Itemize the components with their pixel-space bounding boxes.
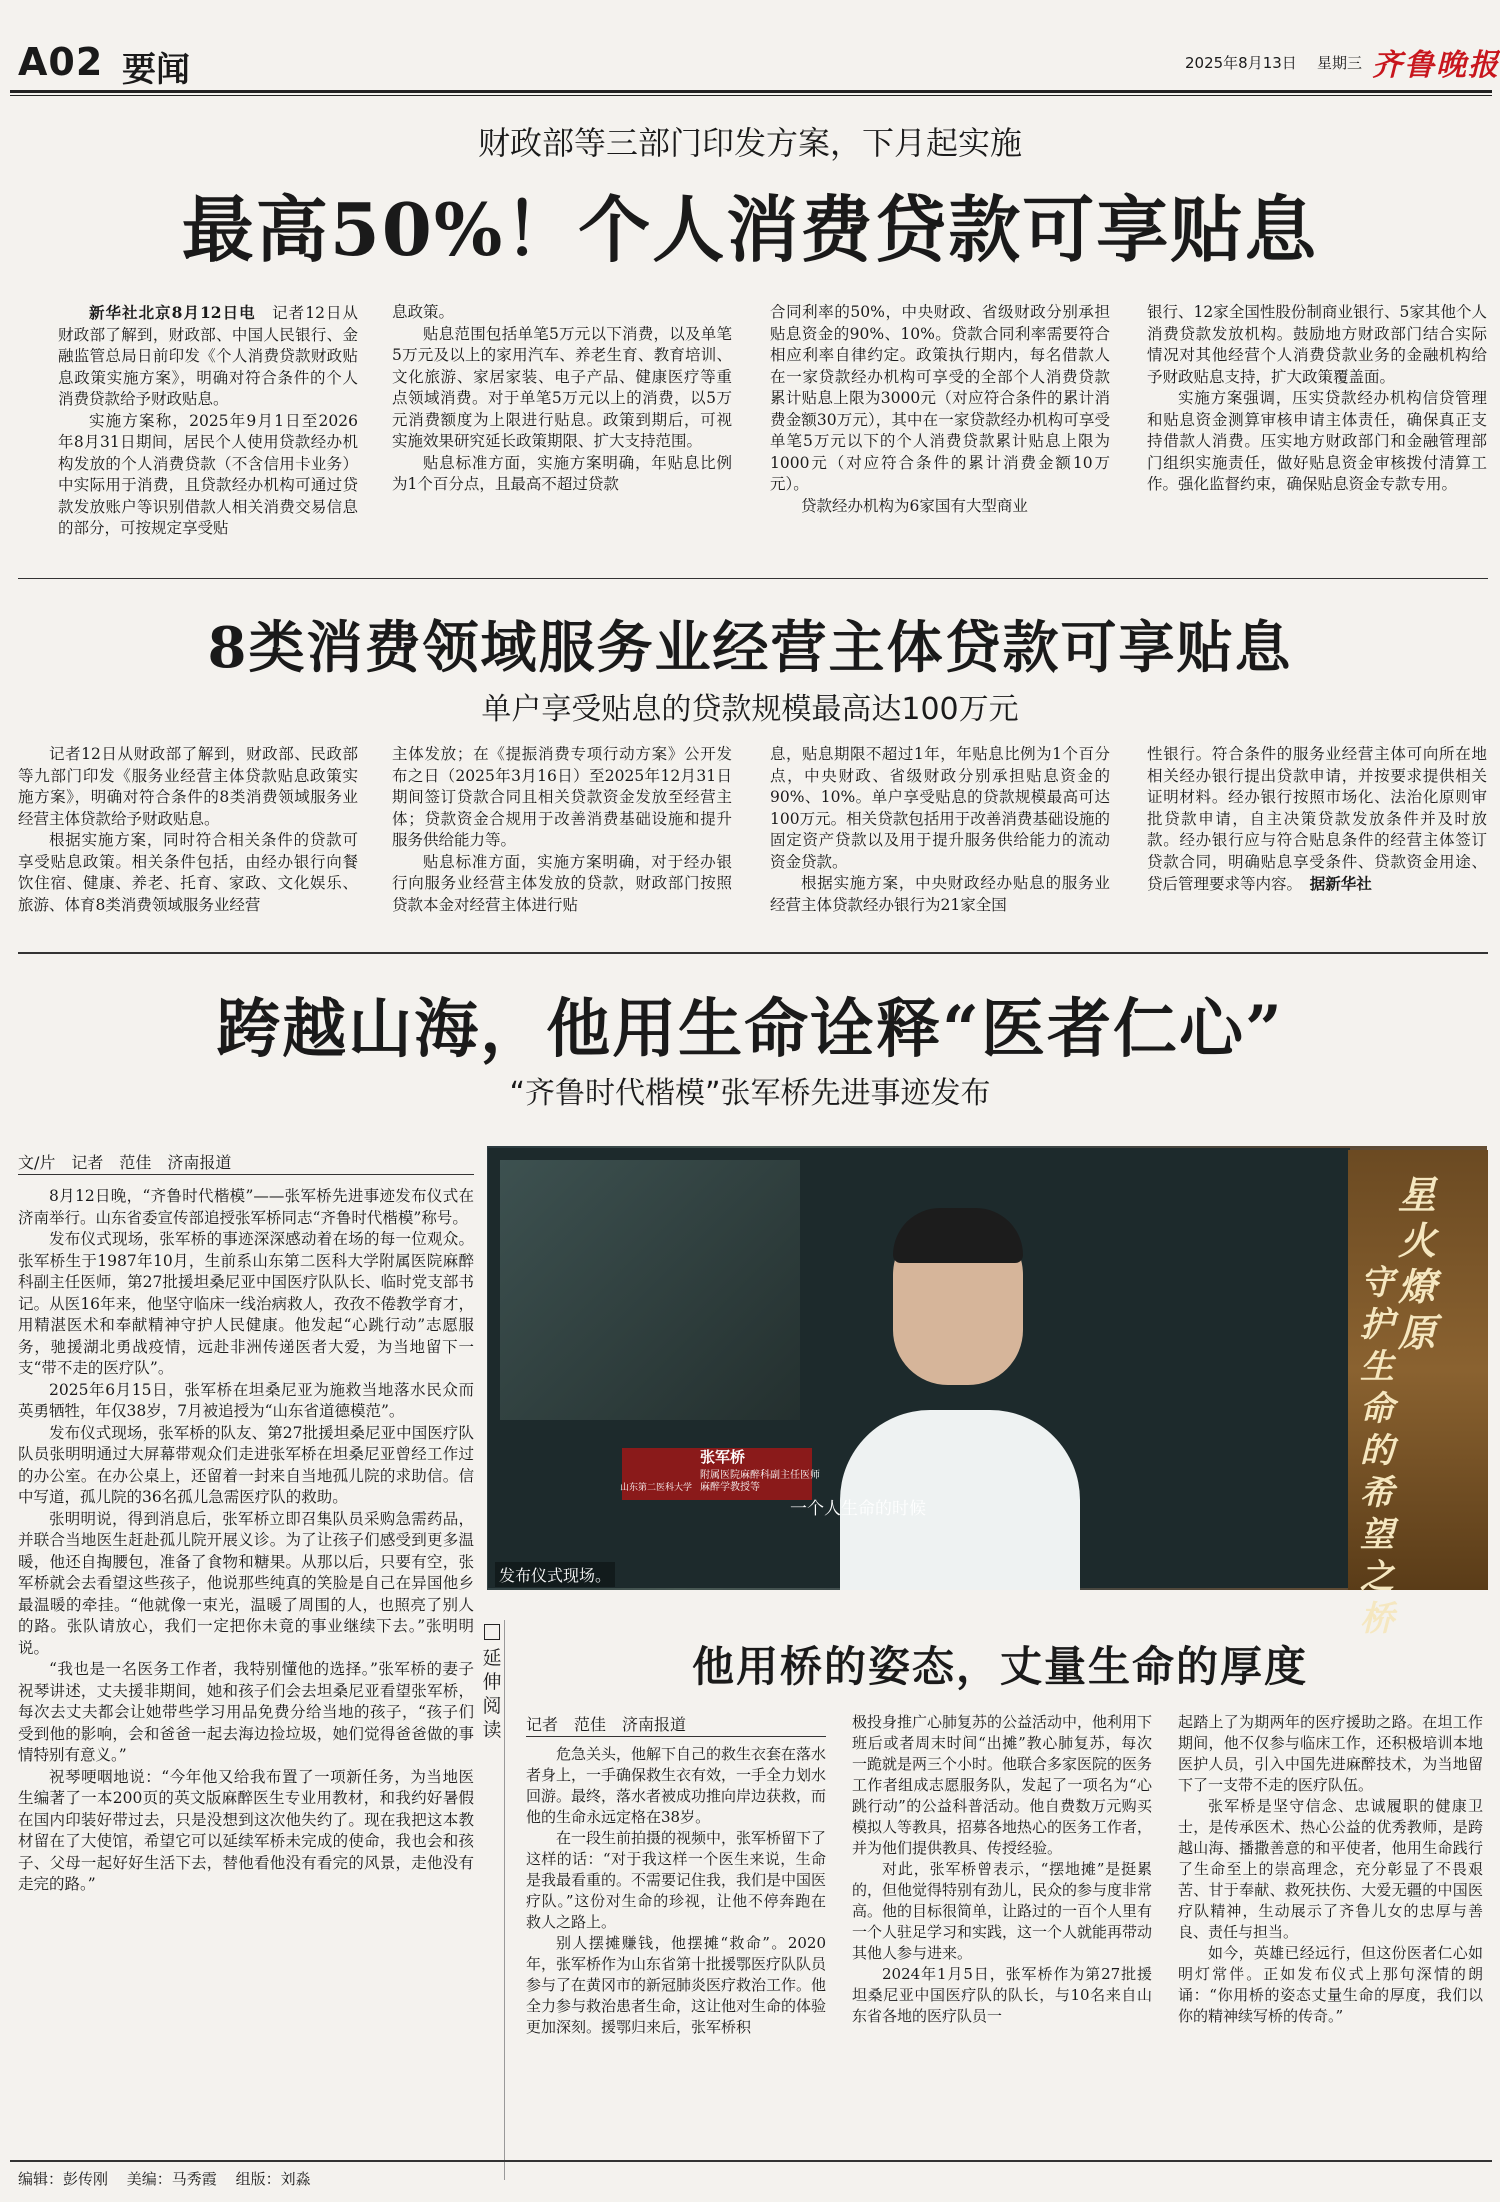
- article4-column-1: [526, 1744, 826, 2154]
- dateline: 新华社北京8月12日电: [89, 303, 256, 322]
- article1-c3: 合同利率的50%，中央财政、省级财政分别承担贴息资金的90%、10%。贷款合同利率需要符合相应利率自律约定。政策执行期内，每名借款人在一家贷款经办机构可享受的全部个人消费贷款累计贴息上限为3000元（对应符合条件的累计消费金额30万元），其中在一家贷款经办机构可享受单笔5万元以下的个人消费贷款累计贴息上限为1000元（对应符合条件的累计消费金额10万元）。: [770, 303, 1110, 493]
- article4-p: 2024年1月5日，张军桥作为第27批援坦桑尼亚中国医疗队的队长，与10名来自山东省各地的医疗队员一: [852, 1965, 1152, 2025]
- article2-c3b: 根据实施方案，中央财政经办贴息的服务业经营主体贷款经办银行为21家全国: [770, 874, 1110, 914]
- article2-column-1: [18, 744, 358, 940]
- article1-c4: 银行、12家全国性股份制商业银行、5家其他个人消费贷款发放机构。鼓励地方财政部门结合实际情况对其他经营个人消费贷款业务的金融机构给予财政贴息支持，扩大政策覆盖面。: [1147, 303, 1487, 386]
- nameplate-school: 山东第二医科大学: [620, 1483, 693, 1493]
- hospital-background: [500, 1160, 800, 1420]
- side-label-text: 延伸阅读: [482, 1647, 502, 1741]
- article3-column: [18, 1186, 474, 2146]
- issue-date: 2025年8月13日: [1185, 54, 1297, 72]
- article1-c1: 记者12日从财政部了解到，财政部、中国人民银行、金融监管总局日前印发《个人消费贷款财政贴息政策实施方案》，明确对符合条件的个人消费贷款给予财政贴息。: [58, 304, 358, 408]
- page-number: A02: [18, 40, 104, 84]
- banner-text-1: 星火燎原: [1397, 1172, 1436, 1355]
- article1-c3b: 贷款经办机构为6家国有大型商业: [801, 496, 1028, 515]
- video-subtitle: 一个人生命的时候: [790, 1499, 926, 1519]
- doctor-hair: [893, 1208, 1023, 1263]
- article2-c2b: 贴息标准方面，实施方案明确，对于经办银行向服务业经营主体发放的贷款，财政部门按照贷款本金对经营主体进行贴: [392, 852, 732, 914]
- article1-c2c: 贴息标准方面，实施方案明确，年贴息比例为1个百分点，且最高不超过贷款: [392, 453, 732, 493]
- newspaper-logo: 齐鲁晚报: [1372, 48, 1500, 83]
- article4-p: 危急关头，他解下自己的救生衣套在落水者身上，一手确保救生衣有效，一手全力划水回游。最终，落水者被成功推向岸边获救，而他的生命永远定格在38岁。: [526, 1745, 826, 1826]
- article3-p: 2025年6月15日，张军桥在坦桑尼亚为施救当地落水民众而英勇牺牲，年仅38岁，7月被追授为“山东省道德模范”。: [18, 1380, 474, 1420]
- news-source: 据新华社: [1309, 874, 1372, 893]
- article3-p: 8月12日晚，“齐鲁时代楷模”——张军桥先进事迹发布仪式在济南举行。山东省委宣传部追授张军桥同志“齐鲁时代楷模”称号。: [18, 1187, 474, 1227]
- byline-rule-2: [526, 1736, 826, 1737]
- article4-column-3: [1178, 1712, 1483, 2154]
- article1-column-1: [58, 302, 358, 560]
- footer-editor: 编辑：彭传刚: [18, 2170, 109, 2188]
- article2-c2: 主体发放；在《提振消费专项行动方案》公开发布之日（2025年3月16日）至2025年12月31日期间签订贷款合同且相关贷款资金发放至经营主体；贷款资金合规用于改善消费基础设施和提升服务供给能力等。: [392, 745, 732, 849]
- square-icon: [484, 1624, 500, 1640]
- issue-weekday: 星期三: [1317, 54, 1363, 72]
- article2-headline: 8类消费领域服务业经营主体贷款可享贴息: [207, 615, 1293, 681]
- article4-column-2: [852, 1712, 1152, 2154]
- banner-text-2: 守护生命的希望之桥: [1360, 1263, 1394, 1639]
- article2-c1b: 根据实施方案，同时符合相关条件的贷款可享受贴息政策。相关条件包括，由经办银行向餐饮住宿、健康、养老、托育、家政、文化娱乐、旅游、体育8类消费领域服务业经营: [18, 831, 358, 914]
- footer-rule: [10, 2160, 1492, 2162]
- article1-headline: 最高50%！个人消费贷款可享贴息: [181, 187, 1319, 272]
- article1-column-2: [392, 302, 732, 560]
- article4-p: 如今，英雄已经远行，但这份医者仁心如明灯常伴。正如发布仪式上那句深情的朗诵：“你用桥的姿态丈量生命的厚度，我们以你的精神续写桥的传奇。”: [1178, 1944, 1483, 2025]
- article3-p: 发布仪式现场，张军桥的队友、第27批援坦桑尼亚中国医疗队队员张明明通过大屏幕带观众们走进张军桥在坦桑尼亚曾经工作过的办公室。在办公桌上，还留着一封来自当地孤儿院的求助信。信中写道，孤儿院的36名孤儿急需医疗队的救助。: [18, 1423, 474, 1506]
- nameplate-title: 附属医院麻醉科副主任医师 麻醉学教授等: [700, 1470, 820, 1493]
- article3-p: 祝琴哽咽地说：“今年他又给我布置了一项新任务，为当地医生编著了一本200页的英文版麻醉医生专业用教材，和我约好暑假在国内印装好带过去，只是没想到这次他失约了。现在我把这本教材留在了大使馆，希望它可以延续军桥未完成的使命，我也会和孩子、父母一起好好生活下去，替他看他没有看完的风景，走他没有走完的路。”: [18, 1767, 474, 1893]
- article4-p: 张军桥是坚守信念、忠诚履职的健康卫士，是传承医术、热心公益的优秀教师，是跨越山海、播撒善意的和平使者，他用生命践行了生命至上的崇高理念，充分彰显了不畏艰苦、甘于奉献、救死扶伤、大爱无疆的中国医疗队精神，生动展示了齐鲁儿女的忠厚与善良、责任与担当。: [1178, 1797, 1483, 1941]
- footer-proof: 组版：刘淼: [235, 2170, 311, 2188]
- article1-column-4: [1147, 302, 1487, 560]
- article1-c2: 息政策。: [392, 303, 455, 321]
- article2-c1: 记者12日从财政部了解到，财政部、民政部等九部门印发《服务业经营主体贷款贴息政策实施方案》，明确对符合条件的8类消费领域服务业经营主体贷款给予财政贴息。: [18, 745, 358, 828]
- article3-p: 发布仪式现场，张军桥的事迹深深感动着在场的每一位观众。张军桥生于1987年10月，生前系山东第二医科大学附属医院麻醉科副主任医师，第27批援坦桑尼亚中国医疗队队长、临时党支部书记。从医16年来，他坚守临床一线治病救人，孜孜不倦教学育才，用精湛医术和奉献精神守护人民健康。他发起“心跳行动”志愿服务，驰援湖北勇战疫情，远赴非洲传递医者大爱，为当地留下一支“带不走的医疗队”。: [18, 1230, 474, 1377]
- byline-rule: [18, 1174, 474, 1175]
- side-rule: [504, 1620, 505, 2180]
- article2-column-2: [392, 744, 732, 940]
- article1-kicker: 财政部等三部门印发方案，下月起实施: [477, 124, 1022, 162]
- article3-p: 张明明说，得到消息后，张军桥立即召集队员采购急需药品，并联合当地医生赶赴孤儿院开展义诊。为了让孩子们感受到更多温暖，他还自掏腰包，准备了食物和糖果。从那以后，只要有空，张军桥就会去看望这些孩子，他说那些纯真的笑脸是自己在异国他乡最温暖的牵挂。“他就像一束光，温暖了周围的人，也照亮了别人的路。张队请放心，我们一定把你未竟的事业继续下去。”张明明说。: [18, 1509, 474, 1657]
- article1-c1b: 实施方案称，2025年9月1日至2026年8月31日期间，居民个人使用贷款经办机构发放的个人消费贷款（不含信用卡业务）中实际用于消费，且贷款经办机构可通过贷款发放账户等识别借款人相关消费交易信息的部分，可按规定享受贴: [58, 411, 358, 537]
- article-divider-2: [18, 952, 1488, 954]
- article3-subheadline: “齐鲁时代楷模”张军桥先进事迹发布: [509, 1076, 991, 1111]
- article4-p: 在一段生前拍摄的视频中，张军桥留下了这样的话：“对于我这样一个医生来说，生命是我最看重的。不需要记住我，我们是中国医疗队。”这份对生命的珍视，让他不停奔跑在救人之路上。: [526, 1829, 826, 1931]
- footer-credits: [18, 2168, 325, 2189]
- article1-c4b: 实施方案强调，压实贷款经办机构信贷管理和贴息资金测算审核申请主体责任，确保真正支持借款人消费。压实地方财政部门和金融管理部门组织实施责任，做好贴息资金审核拨付清算工作。强化监督约束，确保贴息资金专款专用。: [1147, 389, 1487, 493]
- article1-column-3: [770, 302, 1110, 560]
- article2-c3: 息，贴息期限不超过1年，年贴息比例为1个百分点，中央财政、省级财政分别承担贴息资金的90%、10%。单户享受贴息的贷款规模最高可达100万元。相关贷款包括用于改善消费基础设施的固定资产贷款以及用于提升服务供给能力的流动资金贷款。: [770, 745, 1110, 871]
- article3-byline: 文/片 记者 范佳 济南报道: [18, 1153, 232, 1172]
- side-label: [480, 1622, 504, 1742]
- article4-p: 别人摆摊赚钱，他摆摊“救命”。2020年，张军桥作为山东省第十批援鄂医疗队队员参与了在黄冈市的新冠肺炎医疗救治工作。他全力参与救治患者生命，这让他对生命的体验更加深刻。援鄂归来后，张军桥积: [526, 1934, 826, 2036]
- article1-c2b: 贴息范围包括单笔5万元以下消费，以及单笔5万元及以上的家用汽车、养老生育、教育培训、文化旅游、家居家装、电子产品、健康医疗等重点领域消费。对于单笔5万元以上的消费，以5万元消费额度为上限进行贴息。政策到期后，可视实施效果研究延长政策期限、扩大支持范围。: [392, 324, 732, 450]
- article4-p: 对此，张军桥曾表示，“摆地摊”是挺累的，但他觉得特别有劲儿，民众的参与度非常高。他的目标很简单，让路过的一百个人里有一个人驻足学习和实践，这一个人就能再带动其他人参与进来。: [852, 1860, 1152, 1962]
- header-rule-thin: [10, 95, 1492, 96]
- article2-subheadline: 单户享受贴息的贷款规模最高达100万元: [481, 692, 1019, 727]
- article4-p: 极投身推广心肺复苏的公益活动中，他利用下班后或者周末时间“出摊”教心肺复苏，每次一跪就是两三个小时。他联合多家医院的医务工作者组成志愿服务队，发起了一项名为“心跳行动”的公益科普活动。他自费数万元购买模拟人等教具，招募各地热心的医务工作者，并为他们提供教具、传授经验。: [852, 1713, 1152, 1857]
- photo-caption: 发布仪式现场。: [495, 1562, 615, 1587]
- article2-column-3: [770, 744, 1110, 940]
- section-title: 要闻: [122, 50, 190, 90]
- header-rule: [10, 90, 1492, 93]
- article2-column-4: [1147, 744, 1487, 940]
- article4-p: 起踏上了为期两年的医疗援助之路。在坦工作期间，他不仅参与临床工作，还积极培训本地医护人员，引入中国先进麻醉技术，为当地留下了一支带不走的医疗队伍。: [1178, 1713, 1483, 1794]
- nameplate-name: 张军桥: [700, 1448, 746, 1466]
- article4-byline: 记者 范佳 济南报道: [526, 1715, 687, 1734]
- article4-headline: 他用桥的姿态，丈量生命的厚度: [691, 1642, 1308, 1691]
- footer-design: 美编：马秀霞: [126, 2170, 217, 2188]
- article3-p: “我也是一名医务工作者，我特别懂他的选择。”张军桥的妻子祝琴讲述，丈夫援非期间，她和孩子们会去坦桑尼亚看望张军桥，每次去丈夫都会让她带些学习用品免费分给当地的孩子，“孩子们受到他的影响，会和爸爸一起去海边捡垃圾，她们觉得爸爸做的事情特别有意义。”: [18, 1660, 474, 1764]
- article3-headline: 跨越山海，他用生命诠释“医者仁心”: [216, 992, 1284, 1067]
- article2-c4: 性银行。符合条件的服务业经营主体可向所在地相关经办银行提出贷款申请，并按要求提供相关证明材料。经办银行按照市场化、法治化原则审批贷款申请，自主决策贷款发放条件并及时放款。经办银行应与符合贴息条件的经营主体签订贷款合同，明确贴息享受条件、贷款资金用途、贷后管理要求等内容。: [1147, 745, 1487, 893]
- article-divider: [18, 578, 1488, 579]
